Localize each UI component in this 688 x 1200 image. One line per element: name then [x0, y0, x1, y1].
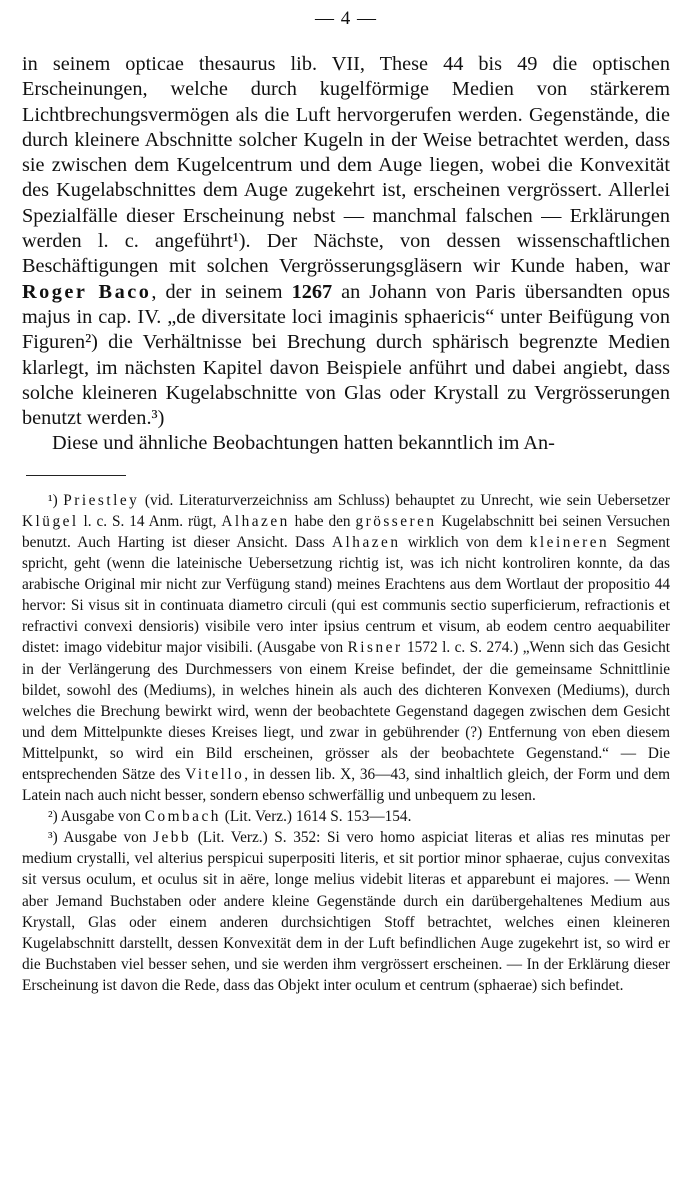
emphasized-text: Combach: [144, 808, 221, 826]
text-run: , der in seinem: [151, 280, 292, 303]
footnotes: [22, 490, 670, 996]
footnote: [22, 806, 670, 827]
emphasized-text: kleineren: [529, 533, 610, 551]
text-run: (vid. Literaturverzeichniss am Schluss) behauptet zu Unrecht, wie sein Uebersetzer: [139, 491, 670, 509]
text-run: an Johann von Paris übersandten opus majus in cap. IV. „de diversitate loci imaginis sphaericis“ unter Beifügung von Figuren²) die Verhältnisse bei Brechung durch sphärisch begrenzte Medien klarlegt, im nächsten Kapitel davon Beispiele anführt und dabei angiebt, dass solche kleineren Kugelabschnitte von Glas oder Krystall zu Vergrösserungen benutzt werden.³): [22, 280, 670, 430]
text-run: habe den: [289, 512, 356, 530]
text-run: , in dessen lib. X, 36—43, sind inhaltlich gleich, der Form und dem Latein nach auch nicht besser, sondern ebenso schwerfällig und unbequem zu lesen.: [22, 765, 671, 805]
text-run: ¹): [48, 491, 64, 509]
emphasized-text: Alhazen: [332, 533, 401, 551]
footnote: [22, 827, 670, 996]
text-run: l. c. S. 14 Anm. rügt,: [78, 512, 222, 530]
text-run: wirklich von dem: [400, 533, 530, 551]
footnote: [22, 490, 670, 806]
emphasized-text: Vitello: [185, 765, 245, 783]
text-run: Diese und ähnliche Beobachtungen hatten bekanntlich im An-: [52, 432, 555, 455]
emphasized-text: Risner: [347, 639, 403, 657]
emphasized-text: Klügel: [22, 512, 79, 530]
body-paragraph: [22, 52, 670, 431]
text-run: in seinem opticae thesaurus lib. VII, These 44 bis 49 die optischen Erscheinungen, welche durch kugelförmige Medien von stärkerem Lichtbrechungsvermögen als die Luft hervorgerufen werden. Gegenstände, die durch kleinere Abschnitte solcher Kugeln in der Weise betrachtet werden, dass sie zwischen dem Kugelcentrum und dem Auge liegen, wobei die Konvexität des Kugelabschnittes dem Auge zugekehrt ist, erscheinen vergrössert. Allerlei Spezialfälle dieser Erscheinung nebst — manchmal falschen — Erklärungen werden l. c. angeführt¹). Der Nächste, von dessen wissenschaftlichen Beschäftigungen mit solchen Vergrösserungsgläsern wir Kunde haben, war: [22, 53, 670, 278]
emphasized-text: Jebb: [153, 829, 192, 847]
text-run: Segment spricht, geht (wenn die lateinische Uebersetzung richtig ist, was ich nicht kontroliren konnte, da das arabische Original mir nicht zur Verfügung stand) meines Erachtens aus dem Wortlaut der propositio 44 hervor: Si visus sit in continuata diametro circuli (qui est communis sectio superficierum, refractionis et refractivi convexi densioris) visibile vero inter ipsius centrum et visum, ab eodem centro aequabiliter distet: imago videbitur major visibili. (Ausgabe von: [22, 533, 670, 657]
emphasized-text: 1267: [291, 280, 333, 303]
emphasized-text: Priestley: [63, 491, 140, 509]
main-text: [22, 52, 670, 457]
emphasized-text: Alhazen: [221, 512, 290, 530]
text-run: ²) Ausgabe von: [48, 808, 145, 826]
emphasized-text: grösseren: [355, 512, 437, 530]
text-run: (Lit. Verz.) S. 352: Si vero homo aspiciat literas et alias res minutas per medium crystalli, vel alterius perspicui superpositi literis, et sit portior minor sphaerae, cujus convexitas sit versus oculum, et oculus sit in aëre, longe melius videbit literas et apparebunt ei majores. — Wenn aber Jemand Buchstaben oder andere kleine Gegenstände durch ein darübergehaltenes Medium aus Krystall, Glas oder einem anderen durchsichtigen Stoff betrachtet, welches einen kleineren Kugelabschnitt darstellt, dessen Konvexität dem in der Luft befindlichen Auge zugekehrt ist, so wird er die Buchstaben viel besser sehen, und sie werden ihm vergrössert erscheinen. — In der Erklärung dieser Erscheinung ist davon die Rede, dass das Objekt inter oculum et centrum (sphaerae) sich befindet.: [22, 829, 670, 994]
emphasized-text: Roger Baco: [22, 280, 152, 303]
page-number: — 4 —: [315, 8, 377, 29]
text-run: Kugelabschnitt bei seinen Versuchen benutzt. Auch Harting ist dieser Ansicht. Dass: [22, 512, 670, 551]
footnote-divider: [26, 475, 126, 476]
text-run: (Lit. Verz.) 1614 S. 153—154.: [220, 808, 412, 826]
text-run: ³) Ausgabe von: [48, 829, 154, 847]
text-run: 1572 l. c. S. 274.) „Wenn sich das Gesicht in der Verlängerung des Durchmessers von einem Kreise befindet, der die gemeinsame Schnittlinie bildet, sowohl des (Mediums), in welches hinein als auch des dichteren Konvexen (Mediums), durch welches die Brechung bewirkt wird, wenn der beobachtete Gegenstand dagegen zwischen dem Gesicht und dem Mittelpunkte dieses Kreises liegt, und zwar in gebührender (?) Entfernung von eben diesem Mittelpunkt, so wird ein Bild erscheinen, grösser als der beobachtete Gegenstand.“ — Die entsprechenden Sätze des: [22, 639, 670, 783]
body-paragraph: [22, 431, 670, 456]
